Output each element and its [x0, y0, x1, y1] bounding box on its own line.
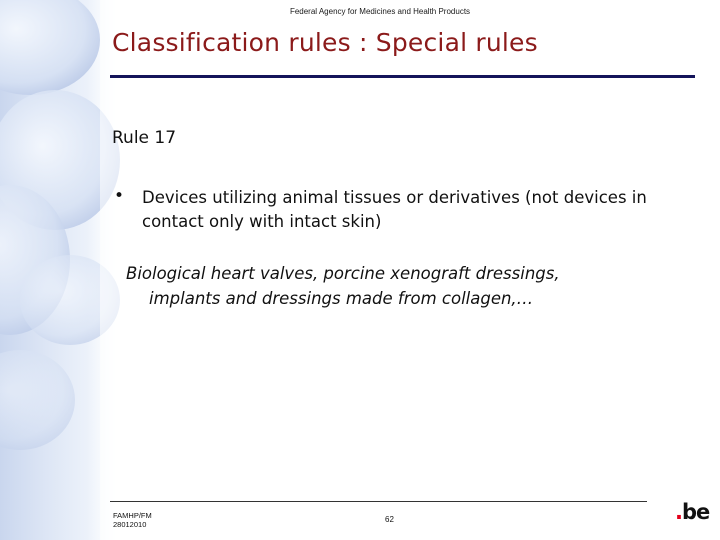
slide-title: Classification rules : Special rules [112, 28, 538, 57]
footer-org: FAMHP/FM [113, 511, 152, 520]
logo-text: be [681, 500, 710, 524]
examples-text [126, 261, 646, 311]
bullet-icon: • [114, 186, 125, 206]
page-number: 62 [385, 515, 394, 524]
bullet-text: Devices utilizing animal tissues or derivatives (not devices in contact only with intact skin) [142, 188, 647, 231]
logo-dot: . [675, 500, 682, 524]
footer-divider [110, 501, 647, 502]
rule-heading: Rule 17 [112, 128, 177, 148]
agency-header: Federal Agency for Medicines and Health Products [289, 7, 471, 16]
footer-date: 28012010 [113, 520, 147, 529]
footer-info [113, 511, 152, 529]
examples-line-1: Biological heart valves, porcine xenograft dressings, [126, 264, 560, 283]
examples-line-2: implants and dressings made from collagen,… [149, 289, 534, 308]
title-underline [110, 75, 695, 78]
be-logo [675, 500, 709, 524]
